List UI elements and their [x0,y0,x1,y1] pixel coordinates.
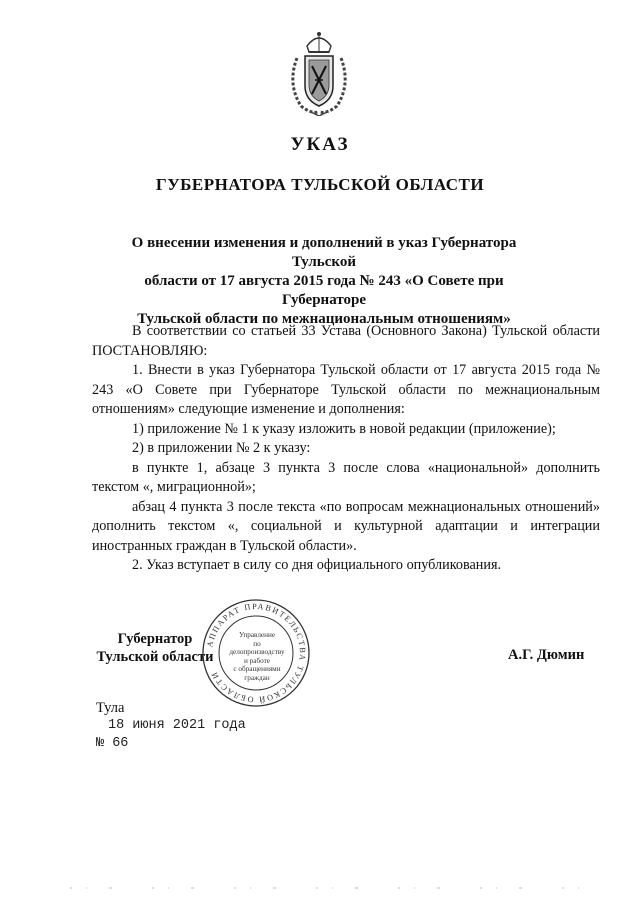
subject-line: Тульской области по межнациональным отношениям» [137,311,511,327]
issue-date: 18 июня 2021 года [108,718,246,733]
body-paragraph: в пункте 1, абзаце 3 пункта 3 после слова «национальной» дополнить текстом «, миграционной»; [92,459,600,495]
body-paragraph: 2. Указ вступает в силу со дня официального опубликования. [132,557,502,573]
signer-name: А.Г. Дюмин [508,647,585,663]
stamp-line: по делопроизводству [229,639,285,657]
body-paragraph: абзац 4 пункта 3 после текста «по вопросам межнациональных отношений» дополнить текстом «, социальной и культурной адаптации и интеграции иностранных граждан в Тульской области». [92,498,600,554]
stamp-ring-text: АППАРАТ ПРАВИТЕЛЬСТВА ТУЛЬСКОЙ ОБЛАСТИ [205,601,308,705]
subject-line: области от 17 августа 2015 года № 243 «О Совете при Губернаторе [144,273,504,308]
body-paragraph: 1) приложение № 1 к указу изложить в новой редакции (приложение); [132,420,556,437]
stamp-center-text [226,631,288,683]
document-type-heading: УКАЗ [290,134,350,155]
signer-title-line: Губернатор [117,631,193,647]
body-paragraph: 2) в приложении № 2 к указу: [132,440,311,456]
decree-body [92,322,600,576]
stamp-line: граждан [244,673,270,682]
body-paragraph: В соответствии со статьей 33 Устава (Основного Закона) Тульской области ПОСТАНОВЛЯЮ: [92,323,600,359]
body-paragraph: 1. Внести в указ Губернатора Тульской области от 17 августа 2015 года № 243 «О Совете при Губернаторе Тульской области по межнациональным отношениям» следующие изменение и дополнения: [92,362,600,417]
document-subject [110,234,538,329]
document-number: № 66 [96,736,129,751]
scan-artifact-line [0,886,640,890]
stamp-line: с обращениями [233,665,281,674]
issuer-heading: ГУБЕРНАТОРА ТУЛЬСКОЙ ОБЛАСТИ [155,175,485,194]
issue-place: Тула [96,700,125,716]
signer-title-line: Тульской области [96,649,214,665]
subject-line: О внесении изменения и дополнений в указ Губернатора Тульской [131,235,517,270]
stamp-line: Управление [238,631,276,639]
coat-of-arms-icon [283,28,355,116]
stamp-line: и работе [244,656,270,665]
